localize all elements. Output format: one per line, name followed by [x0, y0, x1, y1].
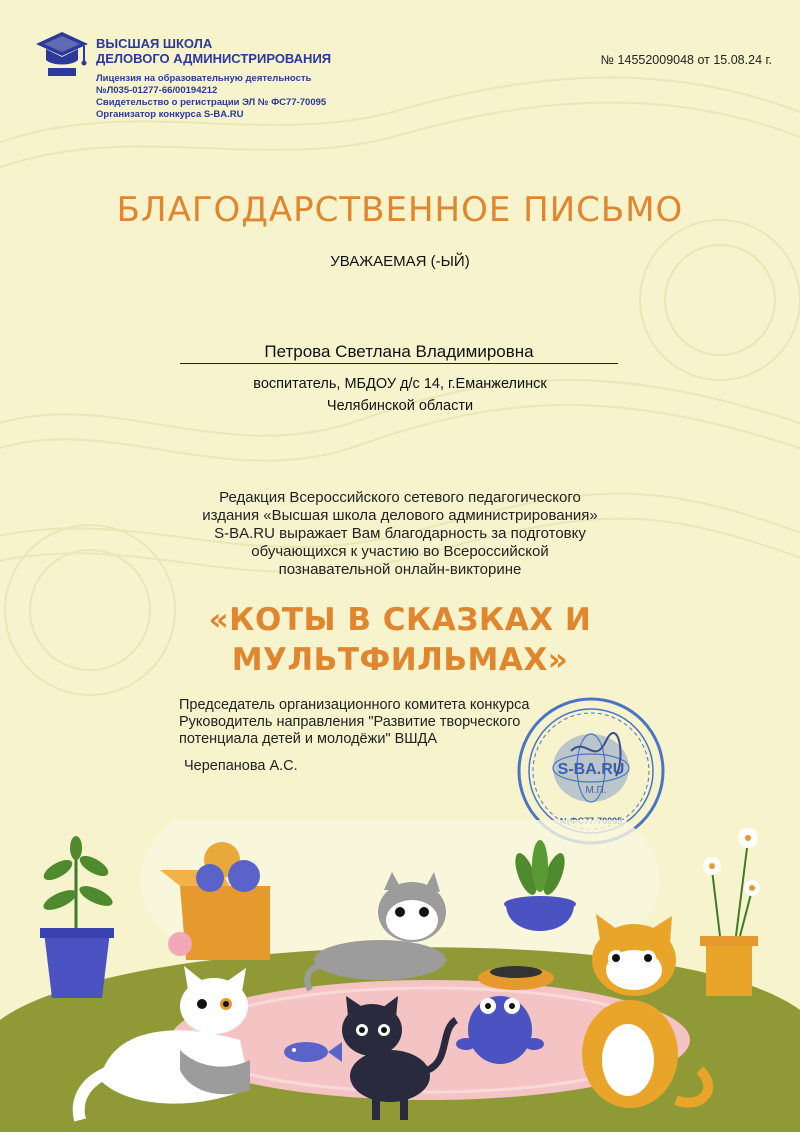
event-title-line1: «КОТЫ В СКАЗКАХ И: [208, 602, 592, 638]
organization-name-line1: ВЫСШАЯ ШКОЛА: [96, 36, 213, 51]
event-title: [150, 600, 650, 680]
document-number: № 14552009048 от 15.08.24 г.: [600, 53, 772, 67]
food-bowl: [478, 966, 554, 990]
license-line: Лицензия на образовательную деятельность: [96, 73, 312, 84]
organizer-line: Организатор конкурса S-BA.RU: [96, 109, 244, 120]
stamp-mp-label: М.П.: [585, 785, 607, 796]
event-title-line2: МУЛЬТФИЛЬМАХ»: [231, 642, 569, 678]
toy-ball: [168, 932, 192, 956]
signatory-name: Черепанова А.С.: [184, 758, 298, 774]
organization-details: [96, 73, 326, 121]
signatory-line1: Председатель организационного комитета конкурса: [179, 697, 530, 713]
registration-line: Свидетельство о регистрации ЭЛ № ФС77-70095: [96, 97, 327, 108]
stamp-center-text: S-BA.RU: [557, 761, 625, 778]
position-line1: воспитатель, МБДОУ д/с 14, г.Еманжелинск: [253, 376, 547, 392]
organization-name-line2: ДЕЛОВОГО АДМИНИСТРИРОВАНИЯ: [96, 51, 332, 66]
license-number: №Л035-01277-66/00194212: [96, 85, 218, 96]
body-line: обучающихся к участию во Всероссийской: [251, 543, 549, 560]
position-line2: Челябинской области: [326, 398, 474, 414]
left-potted-plant: [40, 836, 115, 998]
signatory-line2: Руководитель направления "Развитие творческого: [179, 714, 521, 730]
signatory-titles: [179, 697, 529, 748]
page-title: БЛАГОДАРСТВЕННОЕ ПИСЬМО: [116, 190, 684, 230]
body-line: Редакция Всероссийского сетевого педагогического: [219, 489, 581, 506]
flower-pot: [700, 828, 760, 996]
body-line: S-BA.RU выражает Вам благодарность за подготовку: [214, 525, 586, 542]
body-line: познавательной онлайн-викторине: [278, 561, 522, 578]
recipient-name: Петрова Светлана Владимировна: [180, 342, 618, 364]
recipient-position: [0, 373, 800, 417]
cats-illustration: [0, 820, 800, 1132]
salutation: УВАЖАЕМАЯ (-ЫЙ): [330, 253, 470, 270]
body-text: [140, 489, 660, 579]
body-line: издания «Высшая школа делового администрирования»: [202, 507, 598, 524]
graduation-cap-logo-icon: [34, 30, 90, 78]
organization-name: [96, 36, 331, 66]
signatory-line3: потенциала детей и молодёжи" ВШДА: [179, 731, 438, 747]
